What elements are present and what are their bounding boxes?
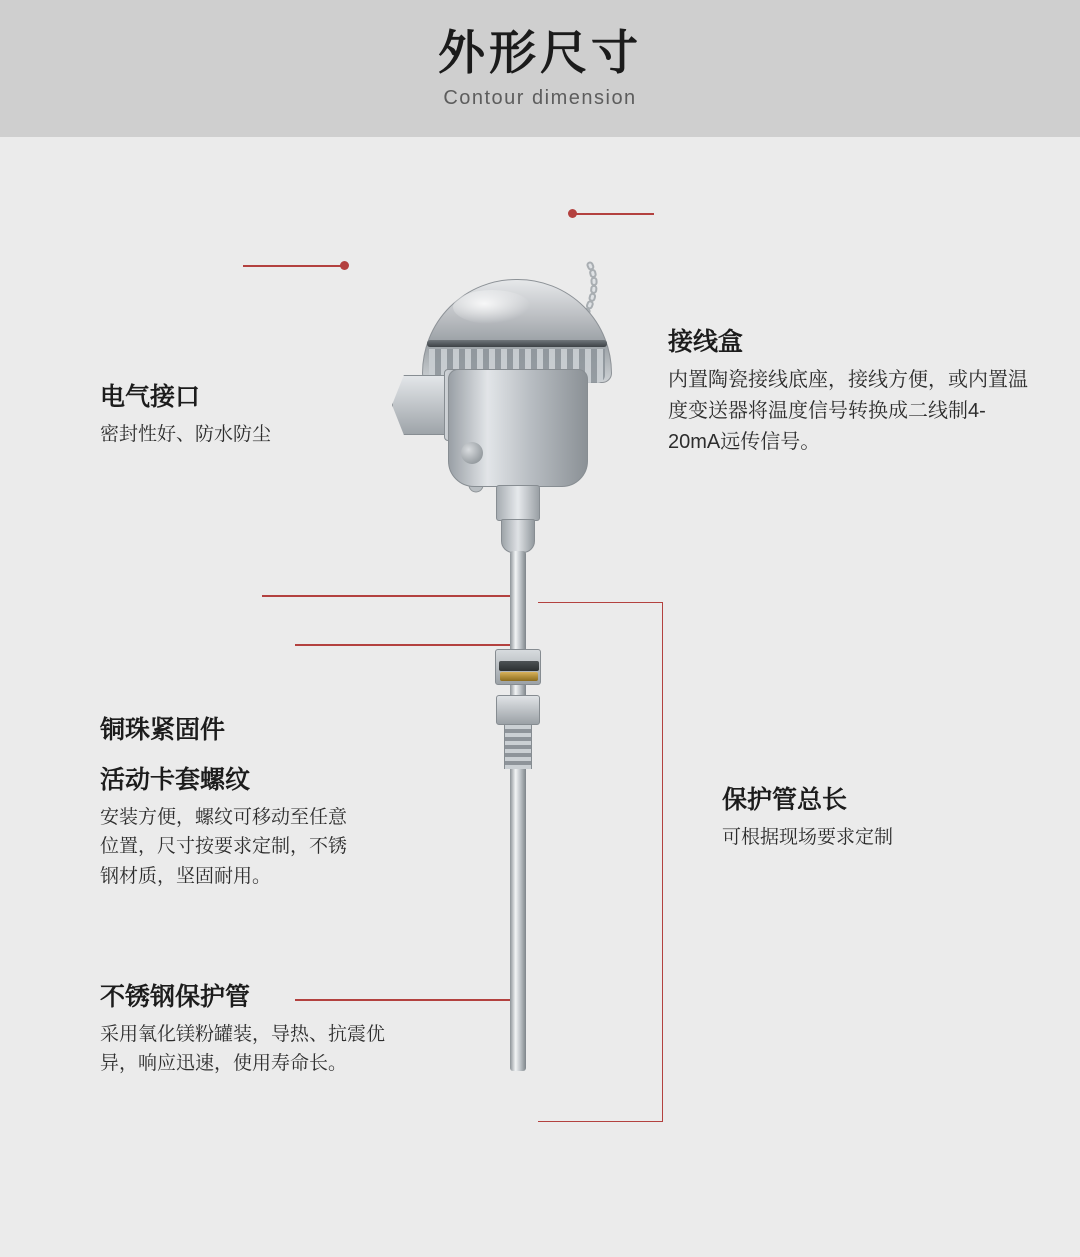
head-neck-lower: [501, 519, 535, 553]
callout-title: 活动卡套螺纹: [100, 766, 251, 794]
leader-line-copper: [262, 595, 510, 597]
callout-title: 接线盒: [668, 328, 744, 356]
callout-title: 电气接口: [100, 383, 201, 411]
leader-line-ferrule: [295, 644, 510, 646]
leader-dot-junction-box: [568, 209, 577, 218]
callout-desc: 安装方便，螺纹可移动至任意位置，尺寸按要求定制，不锈钢材质，坚固耐用。: [100, 807, 348, 887]
page-title: 外形尺寸: [438, 26, 642, 80]
callout-title: 铜珠紧固件: [100, 716, 226, 744]
ferrule-nut: [496, 695, 540, 725]
callout-stainless-protection-tube: [100, 982, 420, 1079]
cap-highlight: [453, 290, 531, 324]
callout-desc: 内置陶瓷接线底座，接线方便，或内置温度变送器将温度信号转换成二线制4-20mA远传信号。: [668, 369, 1028, 453]
total-length-bracket: [538, 602, 663, 1122]
leader-line-junction-box: [572, 213, 654, 215]
diagram-stage: [0, 137, 1080, 1203]
callout-movable-ferrule-thread: [100, 765, 355, 891]
leader-dot-electrical: [340, 261, 349, 270]
head-cap: [422, 279, 612, 383]
callout-junction-box: [668, 327, 1028, 458]
page-header-banner: [0, 0, 1080, 137]
callout-copper-bead-fastener: [100, 715, 225, 745]
fastener-band: [499, 661, 539, 671]
callout-title: 保护管总长: [722, 786, 848, 814]
callout-desc: 采用氧化镁粉罐装，导热、抗震优异，响应迅速，使用寿命长。: [100, 1024, 386, 1075]
leader-line-electrical: [243, 265, 343, 267]
copper-band: [500, 672, 538, 681]
copper-bead-fastener-part: [495, 649, 541, 685]
callout-title: 不锈钢保护管: [100, 983, 251, 1011]
protection-tube: [510, 551, 526, 1071]
callout-desc: 可根据现场要求定制: [722, 827, 894, 848]
junction-box-body: [448, 369, 588, 487]
page-subtitle: Contour dimension: [443, 86, 637, 109]
callout-desc: 密封性好、防水防尘: [100, 424, 272, 445]
threaded-stud: [504, 725, 532, 769]
head-neck: [496, 485, 540, 521]
callout-protection-tube-total-length: [722, 785, 1022, 852]
callout-electrical-interface: [100, 382, 271, 449]
